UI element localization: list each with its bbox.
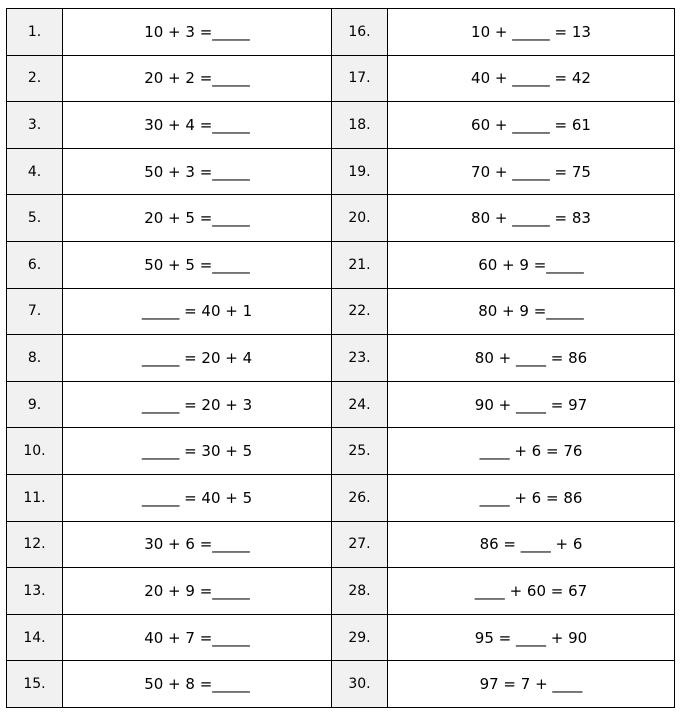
problem-number-left: 9. [7, 381, 63, 428]
problem-number-right: 23. [332, 335, 388, 382]
problem-number-left: 6. [7, 241, 63, 288]
problem-number-right: 30. [332, 661, 388, 708]
problem-right: 60 + 9 =_____ [388, 241, 675, 288]
problem-right: ____ + 6 = 76 [388, 428, 675, 475]
problem-number-left: 14. [7, 614, 63, 661]
problem-left: _____ = 40 + 1 [63, 288, 332, 335]
problem-left: 40 + 7 =_____ [63, 614, 332, 661]
problem-number-right: 26. [332, 474, 388, 521]
table-row [7, 568, 675, 615]
problem-number-right: 17. [332, 55, 388, 102]
table-row [7, 288, 675, 335]
problem-number-left: 5. [7, 195, 63, 242]
problem-number-left: 2. [7, 55, 63, 102]
table-row [7, 148, 675, 195]
problem-left: _____ = 30 + 5 [63, 428, 332, 475]
problem-left: 50 + 8 =_____ [63, 661, 332, 708]
problem-number-left: 4. [7, 148, 63, 195]
problem-right: ____ + 6 = 86 [388, 474, 675, 521]
table-row [7, 55, 675, 102]
problem-number-left: 7. [7, 288, 63, 335]
problem-number-right: 16. [332, 9, 388, 56]
problem-left: 20 + 5 =_____ [63, 195, 332, 242]
problem-left: _____ = 20 + 3 [63, 381, 332, 428]
table-row [7, 661, 675, 708]
problem-right: 90 + ____ = 97 [388, 381, 675, 428]
problem-left: 30 + 6 =_____ [63, 521, 332, 568]
worksheet-body [7, 9, 675, 708]
problem-number-right: 28. [332, 568, 388, 615]
problem-left: 50 + 5 =_____ [63, 241, 332, 288]
problem-number-right: 27. [332, 521, 388, 568]
table-row [7, 428, 675, 475]
problem-number-left: 8. [7, 335, 63, 382]
problem-number-right: 24. [332, 381, 388, 428]
problem-left: 10 + 3 =_____ [63, 9, 332, 56]
problem-number-right: 21. [332, 241, 388, 288]
problem-number-left: 13. [7, 568, 63, 615]
problem-number-left: 10. [7, 428, 63, 475]
problem-right: 10 + _____ = 13 [388, 9, 675, 56]
problem-left: 20 + 2 =_____ [63, 55, 332, 102]
problem-right: 60 + _____ = 61 [388, 102, 675, 149]
problem-left: 50 + 3 =_____ [63, 148, 332, 195]
problem-number-left: 12. [7, 521, 63, 568]
problem-right: 95 = ____ + 90 [388, 614, 675, 661]
problem-number-left: 15. [7, 661, 63, 708]
problem-number-right: 19. [332, 148, 388, 195]
problem-number-right: 22. [332, 288, 388, 335]
problem-right: 80 + ____ = 86 [388, 335, 675, 382]
table-row [7, 335, 675, 382]
problem-right: ____ + 60 = 67 [388, 568, 675, 615]
table-row [7, 381, 675, 428]
problem-left: 20 + 9 =_____ [63, 568, 332, 615]
table-row [7, 474, 675, 521]
problem-number-left: 1. [7, 9, 63, 56]
worksheet-table [6, 8, 675, 708]
problem-right: 70 + _____ = 75 [388, 148, 675, 195]
problem-right: 86 = ____ + 6 [388, 521, 675, 568]
table-row [7, 521, 675, 568]
problem-number-right: 25. [332, 428, 388, 475]
problem-right: 80 + _____ = 83 [388, 195, 675, 242]
problem-right: 80 + 9 =_____ [388, 288, 675, 335]
problem-number-left: 3. [7, 102, 63, 149]
problem-left: 30 + 4 =_____ [63, 102, 332, 149]
problem-left: _____ = 40 + 5 [63, 474, 332, 521]
table-row [7, 102, 675, 149]
table-row [7, 9, 675, 56]
table-row [7, 195, 675, 242]
problem-right: 97 = 7 + ____ [388, 661, 675, 708]
problem-number-right: 18. [332, 102, 388, 149]
problem-number-right: 20. [332, 195, 388, 242]
problem-number-right: 29. [332, 614, 388, 661]
problem-right: 40 + _____ = 42 [388, 55, 675, 102]
table-row [7, 241, 675, 288]
problem-left: _____ = 20 + 4 [63, 335, 332, 382]
table-row [7, 614, 675, 661]
problem-number-left: 11. [7, 474, 63, 521]
